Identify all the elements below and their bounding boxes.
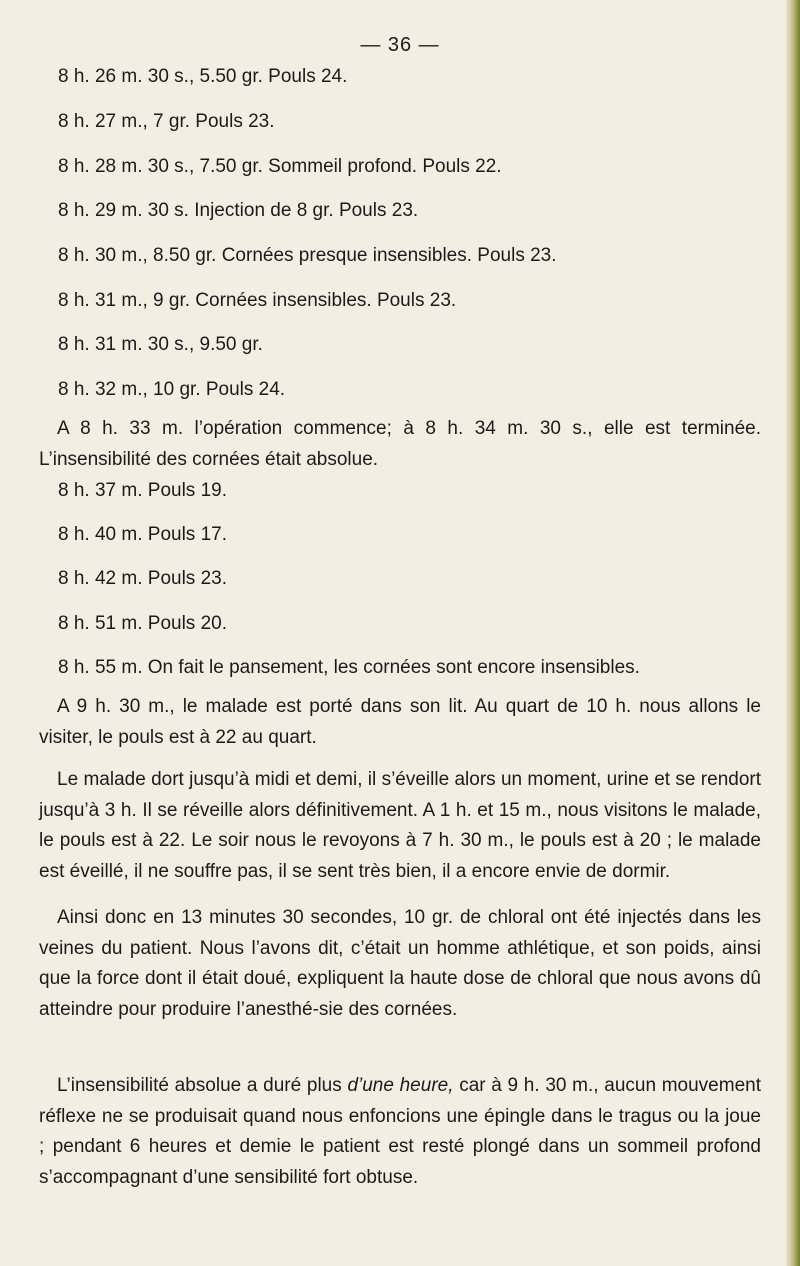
emphasis-text: d’une heure,	[347, 1075, 454, 1096]
timeline-entry: 8 h. 30 m., 8.50 gr. Cornées presque insensibles. Pouls 23.	[58, 245, 557, 266]
timeline-entry: 8 h. 28 m. 30 s., 7.50 gr. Sommeil profond. Pouls 22.	[58, 156, 502, 177]
final-paragraph	[39, 1071, 761, 1193]
page-number: — 36 —	[360, 34, 440, 56]
body-paragraph: A 9 h. 30 m., le malade est porté dans son lit. Au quart de 10 h. nous allons le visiter, le pouls est à 22 au quart.	[39, 696, 761, 748]
timeline-entry: 8 h. 27 m., 7 gr. Pouls 23.	[58, 111, 275, 132]
timeline-entry: 8 h. 37 m. Pouls 19.	[58, 480, 227, 501]
timeline-entry: 8 h. 51 m. Pouls 20.	[58, 613, 227, 634]
timeline-entry: 8 h. 26 m. 30 s., 5.50 gr. Pouls 24.	[58, 66, 348, 87]
final-paragraph-text: car à 9 h. 30 m., aucun mouvement réflexe ne se produisait quand nous enfoncions une épingle dans le tragus ou la joue ; pendant 6 heures et demie le patient est resté plongé dans un sommeil profond s’accompagnant d’une sensibilité fort obtuse.	[39, 1075, 761, 1188]
timeline-entry: 8 h. 31 m., 9 gr. Cornées insensibles. Pouls 23.	[58, 290, 457, 311]
body-paragraph: Ainsi donc en 13 minutes 30 secondes, 10 gr. de chloral ont été injectés dans les veines du patient. Nous l’avons dit, c’était un homme athlétique, et son poids, ainsi que la force dont il était doué, expliquent la haute dose de chloral que nous avons dû atteindre pour produire l’anesthé-sie des cornées.	[39, 907, 761, 1020]
timeline-entry: 8 h. 55 m. On fait le pansement, les cornées sont encore insensibles.	[58, 657, 640, 678]
timeline-entry: 8 h. 40 m. Pouls 17.	[58, 524, 227, 545]
operation-paragraph: A 8 h. 33 m. l’opération commence; à 8 h. 34 m. 30 s., elle est terminée. L’insensibilité des cornées était absolue.	[39, 418, 761, 470]
page-edge-binding	[786, 0, 800, 1266]
timeline-entry: 8 h. 32 m., 10 gr. Pouls 24.	[58, 379, 286, 400]
body-paragraph: Le malade dort jusqu’à midi et demi, il s’éveille alors un moment, urine et se rendort jusqu’à 3 h. Il se réveille alors définitivement. A 1 h. et 15 m., nous visitons le malade, le pouls est à 22. Le soir nous le revoyons à 7 h. 30 m., le pouls est à 20 ; le malade est éveillé, il ne souffre pas, il se sent très bien, il a encore envie de dormir.	[39, 769, 761, 882]
timeline-entry: 8 h. 42 m. Pouls 23.	[58, 568, 227, 589]
timeline-entry: 8 h. 29 m. 30 s. Injection de 8 gr. Pouls 23.	[58, 200, 419, 221]
timeline-entry: 8 h. 31 m. 30 s., 9.50 gr.	[58, 334, 263, 355]
final-paragraph-text: L’insensibilité absolue a duré plus	[57, 1075, 348, 1096]
